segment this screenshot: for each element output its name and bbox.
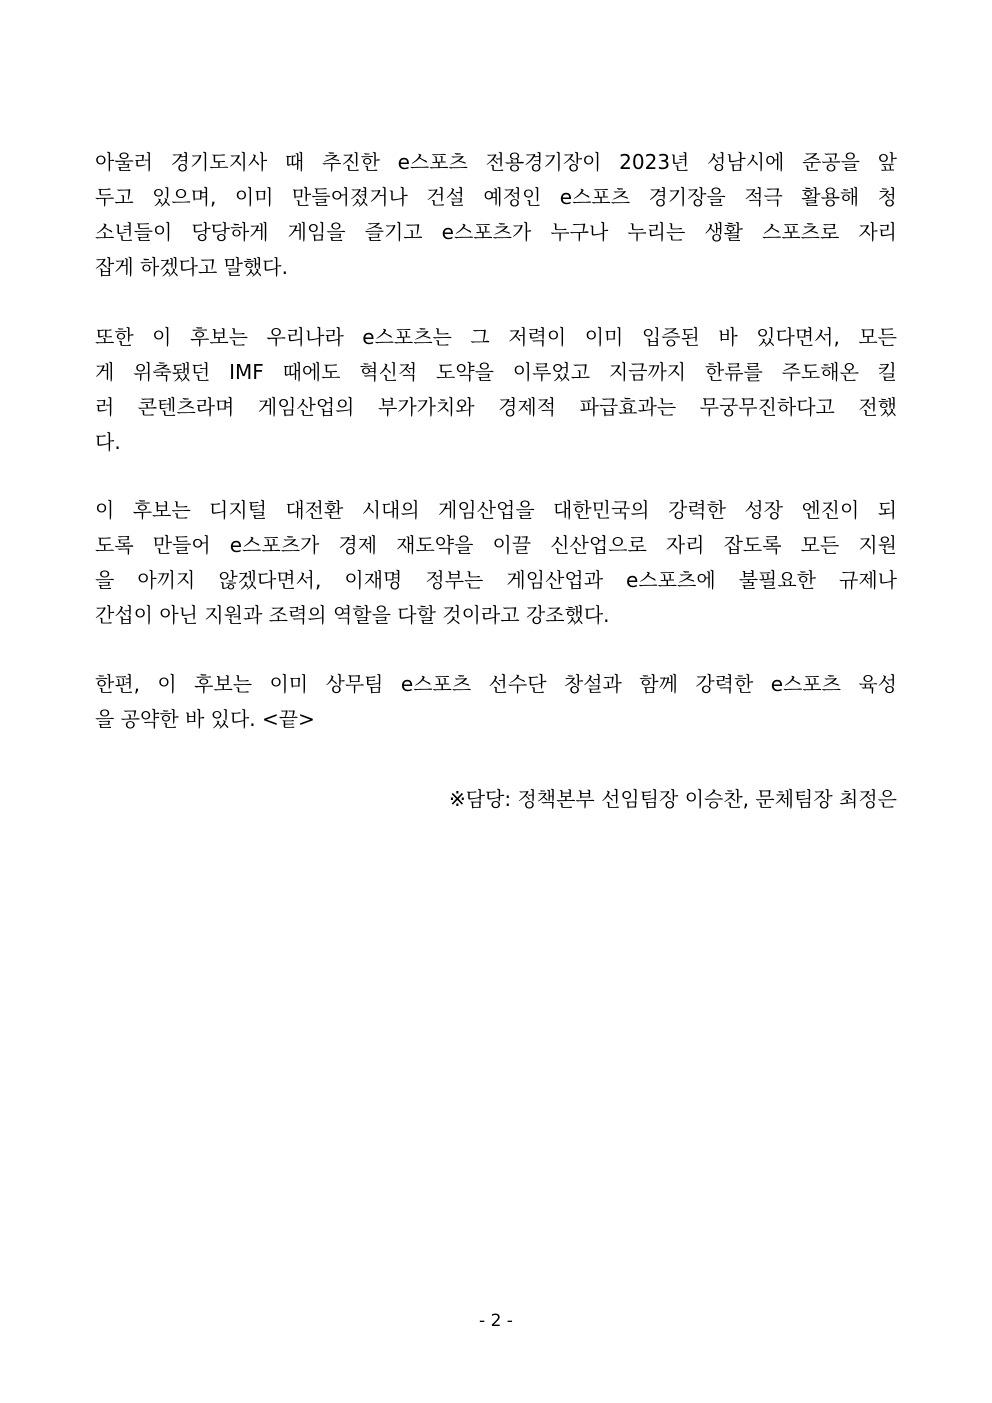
paragraph-line: 한편, 이 후보는 이미 상무팀 e스포츠 선수단 창설과 함께 강력한 e스포츠 육성 bbox=[95, 672, 897, 696]
paragraph-game-industry-support bbox=[95, 493, 897, 633]
paragraph-line: 다. bbox=[95, 430, 121, 454]
contact-info: ※담당: 정책본부 선임팀장 이승찬, 문체팀장 최정은 bbox=[448, 787, 897, 811]
paragraph-line: 소년들이 당당하게 게임을 즐기고 e스포츠가 누구나 누리는 생활 스포츠로 자리 bbox=[95, 220, 897, 244]
paragraph-line: 게 위축됐던 IMF 때에도 혁신적 도약을 이루었고 지금까지 한류를 주도해온 킬 bbox=[95, 360, 897, 384]
paragraph-line: 또한 이 후보는 우리나라 e스포츠는 그 저력이 이미 입증된 바 있다면서, 모든 bbox=[95, 325, 897, 349]
paragraph-esports-potential bbox=[95, 320, 897, 460]
paragraph-line: 두고 있으며, 이미 만들어졌거나 건설 예정인 e스포츠 경기장을 적극 활용해 청 bbox=[95, 185, 897, 209]
paragraph-esports-stadium bbox=[95, 145, 897, 285]
paragraph-line: 을 공약한 바 있다. <끝> bbox=[95, 707, 315, 731]
paragraph-line: 이 후보는 디지털 대전환 시대의 게임산업을 대한민국의 강력한 성장 엔진이 되 bbox=[95, 498, 897, 522]
page-number: - 2 - bbox=[479, 1311, 513, 1331]
paragraph-line: 을 아끼지 않겠다면서, 이재명 정부는 게임산업과 e스포츠에 불필요한 규제나 bbox=[95, 568, 897, 592]
paragraph-line: 도록 만들어 e스포츠가 경제 재도약을 이끌 신산업으로 자리 잡도록 모든 지원 bbox=[95, 533, 897, 557]
paragraph-line: 간섭이 아닌 지원과 조력의 역할을 다할 것이라고 강조했다. bbox=[95, 603, 610, 627]
paragraph-line: 잡게 하겠다고 말했다. bbox=[95, 255, 288, 279]
paragraph-line: 아울러 경기도지사 때 추진한 e스포츠 전용경기장이 2023년 성남시에 준공을 앞 bbox=[95, 150, 897, 174]
paragraph-sangmu-team-pledge bbox=[95, 667, 897, 737]
paragraph-line: 러 콘텐츠라며 게임산업의 부가가치와 경제적 파급효과는 무궁무진하다고 전했 bbox=[95, 395, 897, 419]
